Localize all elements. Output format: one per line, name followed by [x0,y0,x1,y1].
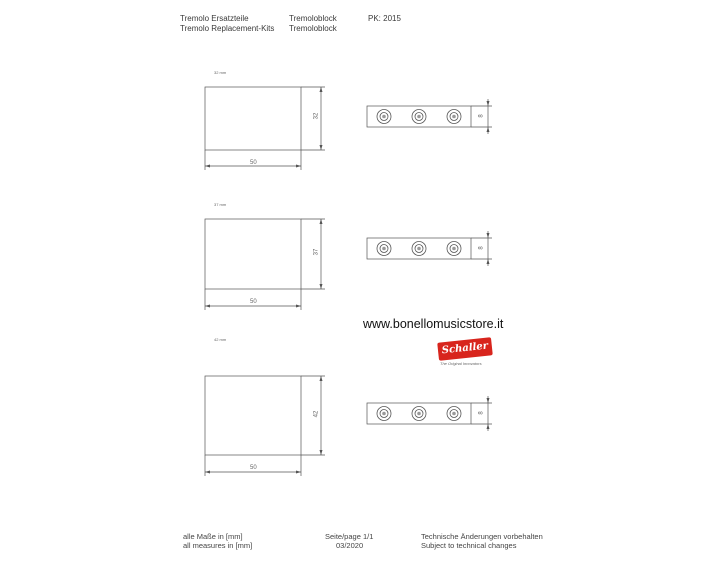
block-2-width-label: 50 [250,299,257,305]
notice-de: Technische Änderungen vorbehalten [421,532,543,541]
title-de: Tremolo Ersatzteile [180,14,249,23]
part-name-2: Tremoloblock [289,24,337,33]
block-3-height-label: 42 [313,410,320,418]
block-1-width-label: 50 [250,160,257,166]
block-1-front-view [205,87,301,150]
part-name-1: Tremoloblock [289,14,337,23]
block-2-size-note: 37 mm [214,202,227,207]
notice-en: Subject to technical changes [421,541,517,550]
block-3-front-view [205,376,301,455]
block-2-front-view [205,219,301,289]
block-1-height-label: 32 [313,112,320,120]
website-watermark: www.bonellomusicstore.it [363,317,504,331]
logo-tagline: The Original Innovators [440,361,482,366]
block-1-thickness-label: 8 [478,114,485,118]
block-2-thickness-label: 8 [478,246,485,250]
block-3-width-label: 50 [250,465,257,471]
block-3-thickness-label: 8 [478,411,485,415]
document-date: 03/2020 [336,541,364,550]
page-number: Seite/page 1/1 [325,532,374,541]
block-3-size-note: 42 mm [214,337,227,342]
schaller-logo: Schaller [437,337,493,361]
block-1-size-note: 32 mm [214,70,227,75]
block-2-height-label: 37 [313,248,320,256]
units-note-en: all measures in [mm] [183,541,253,550]
part-code: PK: 2015 [368,14,401,23]
units-note-de: alle Maße in [mm] [183,532,243,541]
title-en: Tremolo Replacement-Kits [180,24,275,33]
